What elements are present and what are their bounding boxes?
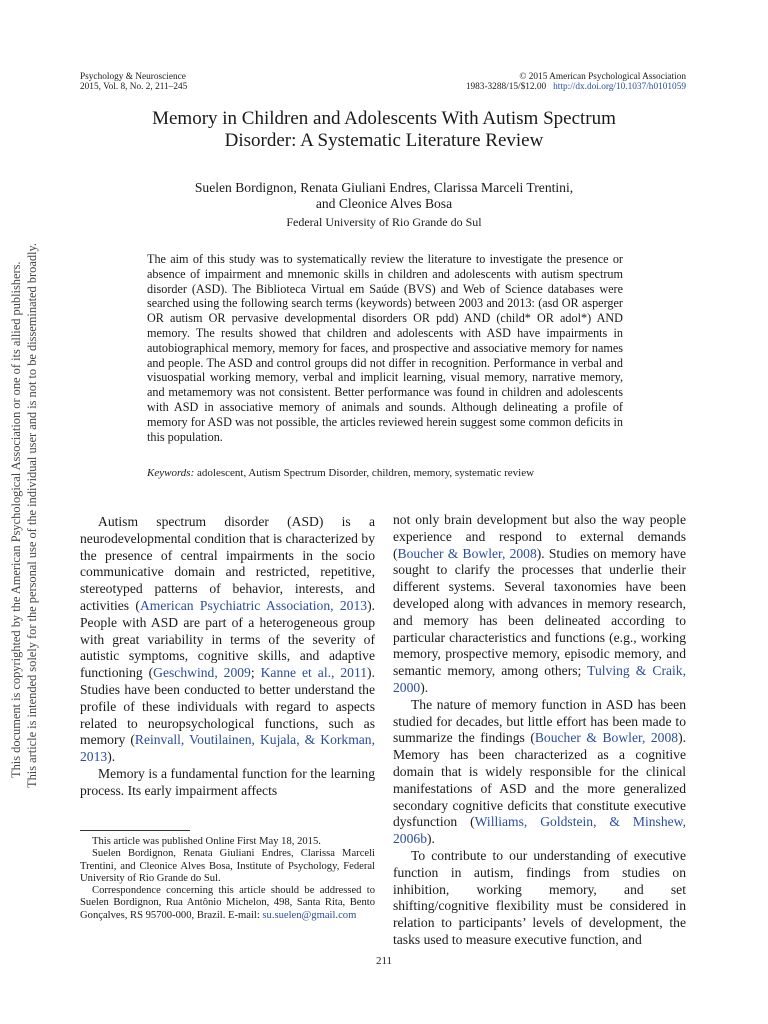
authors-line-1: Suelen Bordignon, Renata Giuliani Endres, Clarissa Marceli Trentini, [194,180,574,195]
citation-link[interactable]: Boucher & Bowler, 2008 [397,545,537,561]
affiliation: Federal University of Rio Grande do Sul [286,215,482,229]
citation-link[interactable]: Boucher & Bowler, 2008 [534,730,679,746]
citation-link[interactable]: Geschwind, 2009 [153,665,251,681]
article-title [80,108,688,151]
footnote-published: This article was published Online First May 18, 2015. [92,836,321,847]
footnote-authors: Suelen Bordignon, Renata Giuliani Endres, Clarissa Marceli Trentini, and Cleonice Alves Bosa, Institute of Psychology, Federal University of Rio Grande do Sul. [80,848,375,884]
text-run: ). Memory has been characterized as a cognitive domain that is widely responsible for the clinical manifestations of ASD and the more generalized secondary cognitive deficits that constitute executive dysfunction ( [393,730,686,830]
journal-citation: 2015, Vol. 8, No. 2, 211–245 [80,82,188,92]
footnote-divider [80,830,190,831]
paragraph: To contribute to our understanding of executive function in autism, findings from studies on inhibition, working memory, and set shifting/cognitive flexibility must be considered in relation to participants’ levels of development, the tasks used to measure executive function, and [393,847,686,947]
authors-line-2: and Cleonice Alves Bosa [315,196,453,211]
text-run: ). Studies have been conducted to better understand the profile of these individuals with regard to aspects related to neuropsychological functions, such as memory ( [80,665,375,748]
footnote-correspondence [80,885,375,922]
citation-link[interactable]: Williams, Goldstein, & Minshew, 2006b [393,814,686,847]
paragraph: Memory is a fundamental function for the learning process. Its early impairment affects [80,765,375,798]
text-run: Correspondence concerning this article should be addressed to Suelen Bordignon, Rua Antônio Michelon, 498, Santa Rita, Bento Gonçalves, RS 95700-000, Brazil. E-mail: [80,885,375,921]
paragraph [80,514,375,766]
text-run: ). [426,831,435,847]
text-run: ). [107,749,116,765]
text-run: ). People with ASD are part of a heterogeneous group with great variability in terms of the severity of autistic symptoms, cognitive skills, and adaptive functioning ( [80,597,375,681]
text-run: ). Studies on memory have sought to clarify the processes that underlie their different systems. Several taxonomies have been developed along with advances in memory research, and memory has been delineated according to particular characteristics and functions (e.g., working memory, prospective memory, episodic memory, and semantic memory, among others; [393,545,686,679]
citation-link[interactable]: Kanne et al., 2011 [260,665,368,681]
issn: 1983-3288/15/$12.00 [465,82,547,92]
page-number: 211 [375,955,393,967]
citation-link[interactable]: Tulving & Craik, 2000 [393,663,686,695]
copyright-line: © 2015 American Psychological Association [519,72,686,82]
copyright-side-notice: This document is copyrighted by the American Psychological Association or one of its allied publishers. [9,261,23,778]
title-line-1: Memory in Children and Adolescents With Autism Spectrum [152,108,616,129]
journal-header [80,72,187,92]
journal-name: Psychology & Neuroscience [80,72,186,82]
usage-side-notice: This article is intended solely for the personal use of the individual user and is not to be disseminated broadly. [25,243,39,788]
title-line-2: Disorder: A Systematic Literature Review [224,129,544,151]
citation-link[interactable]: American Psychiatric Association, 2013 [139,597,368,613]
keywords-list: adolescent, Autism Spectrum Disorder, children, memory, systematic review [197,467,535,479]
paragraph [393,697,686,848]
author-list [80,180,688,212]
text-run: The nature of memory function in ASD has been studied for decades, but little effort has been made to summarize the findings ( [393,696,686,746]
body-column-left [80,514,375,800]
keywords [147,467,623,480]
email-link[interactable]: su.suelen@gmail.com [262,909,357,921]
abstract: The aim of this study was to systematically review the literature to investigate the presence or absence of impairment and mnemonic skills in children and adolescents with autism spectrum disorder (ASD). The Biblioteca Virtual em Saúde (BVS) and Web of Science databases were searched using the following search terms (keywords) between 2003 and 2013: (asd OR asperger OR autism OR pervasive developmental disorders OR pdd) AND (child* OR adol*) AND memory. The results showed that children and adolescents with ASD have impairments in autobiographical memory, memory for faces, and prospective and associative memory for names and people. The ASD and control groups did not differ in recognition. Performance in verbal and visuospatial working memory, verbal and implicit learning, visual memory, narrative memory, and metamemory was not consistent. Better performance was found in children and adolescents with ASD in associative memory of animals and sounds. Although delineating a profile of memory for ASD was not possible, the articles reviewed herein suggest some common deficits in this population. [147,252,623,444]
paragraph [393,512,686,697]
doi-link[interactable]: http://dx.doi.org/10.1037/h0101059 [553,82,686,92]
text-run: not only brain development but also the way people experience and respond to external demands ( [393,512,686,561]
text-run: Autism spectrum disorder (ASD) is a neurodevelopmental condition that is characterized by the presence of central impairments in the socio communicative domain and restricted, repetitive, stereotyped patterns of behavior, interests, and activities ( [80,514,375,613]
body-column-right [393,512,686,949]
issn-doi-line [466,82,686,92]
text-run: ). [420,679,429,695]
text-run: ; [250,665,261,681]
citation-link[interactable]: Reinvall, Voutilainen, Kujala, & Korkman, 2013 [80,732,376,765]
footnotes [80,836,375,922]
keywords-label: Keywords: [147,467,195,479]
copyright-header [466,72,686,92]
